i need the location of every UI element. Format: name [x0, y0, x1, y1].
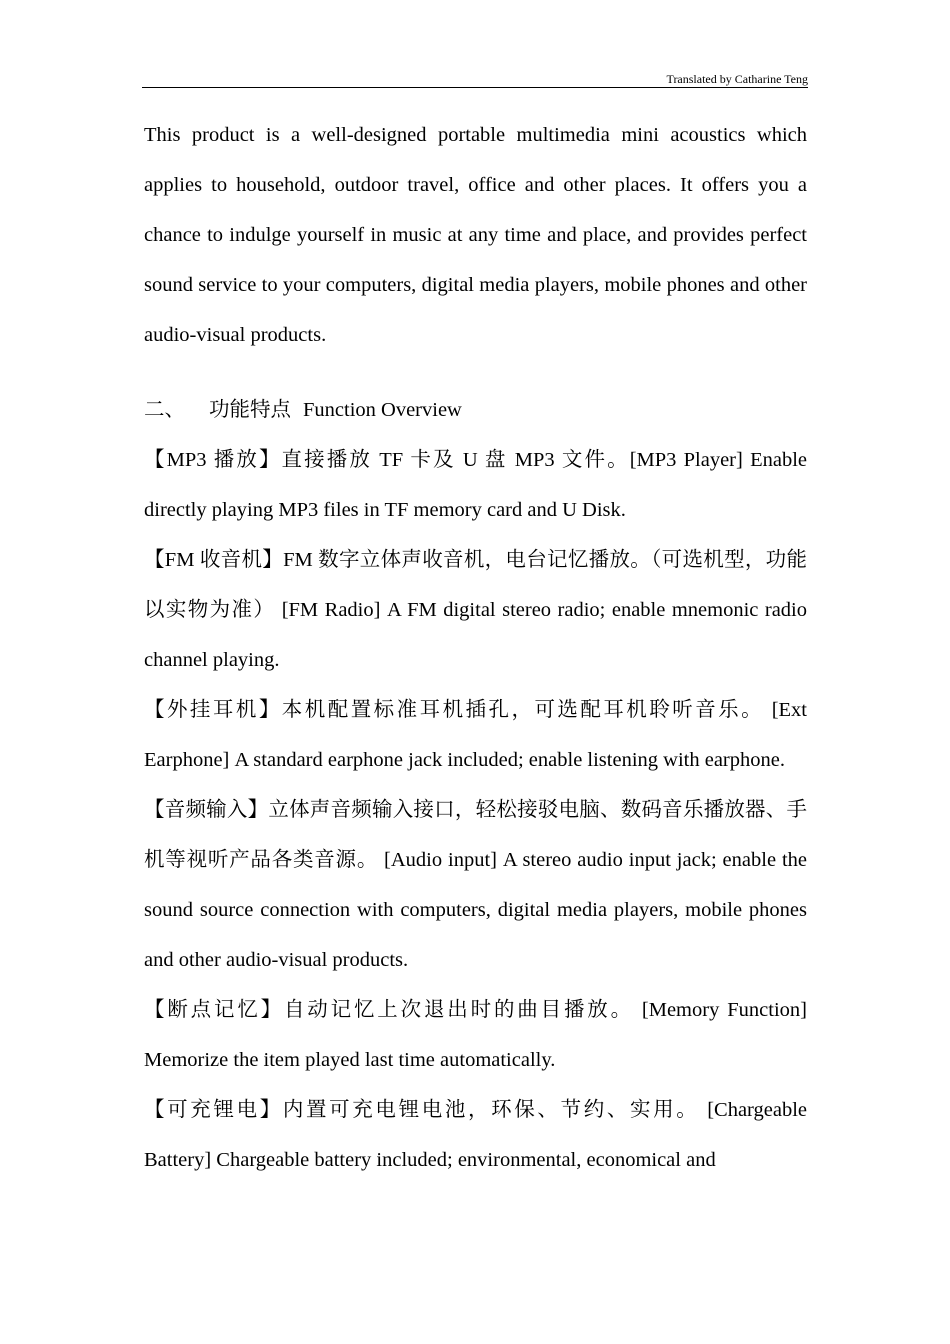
section-number: 二、 — [144, 399, 185, 421]
document-body — [144, 110, 807, 1185]
section-title-cn: 功能特点 — [209, 399, 291, 421]
feature-chargeable-battery: 【可充锂电】内置可充电锂电池，环保、节约、实用。 [Chargeable Battery] Chargeable battery included; environmental, economical and — [144, 1099, 807, 1171]
section-title-en: Function Overview — [303, 399, 462, 421]
feature-fm-radio: 【FM 收音机】FM 数字立体声收音机，电台记忆播放。（可选机型，功能以实物为准） [FM Radio] A FM digital stereo radio; enable mnemonic radio channel playing. — [144, 549, 807, 671]
section-heading — [144, 385, 807, 435]
feature-memory-function: 【断点记忆】自动记忆上次退出时的曲目播放。 [Memory Function] Memorize the item played last time automatically. — [144, 999, 807, 1071]
feature-ext-earphone: 【外挂耳机】本机配置标准耳机插孔，可选配耳机聆听音乐。 [Ext Earphone] A standard earphone jack included; enable listening with earphone. — [144, 699, 807, 771]
intro-paragraph: This product is a well-designed portable multimedia mini acoustics which applies to household, outdoor travel, office and other places. It offers you a chance to indulge yourself in music at any time and place, and provides perfect sound service to your computers, digital media players, mobile phones and other audio-visual products. — [144, 124, 807, 346]
feature-audio-input: 【音频输入】立体声音频输入接口，轻松接驳电脑、数码音乐播放器、手机等视听产品各类音源。 [Audio input] A stereo audio input jack; enable the sound source connection with computers, digital media players, mobile phones and other audio-visual products. — [144, 799, 807, 971]
translator-credit: Translated by Catharine Teng — [666, 72, 808, 86]
page-header — [142, 72, 808, 88]
feature-mp3-player: 【MP3 播放】直接播放 TF 卡及 U 盘 MP3 文件。[MP3 Player] Enable directly playing MP3 files in TF memory card and U Disk. — [144, 449, 807, 521]
